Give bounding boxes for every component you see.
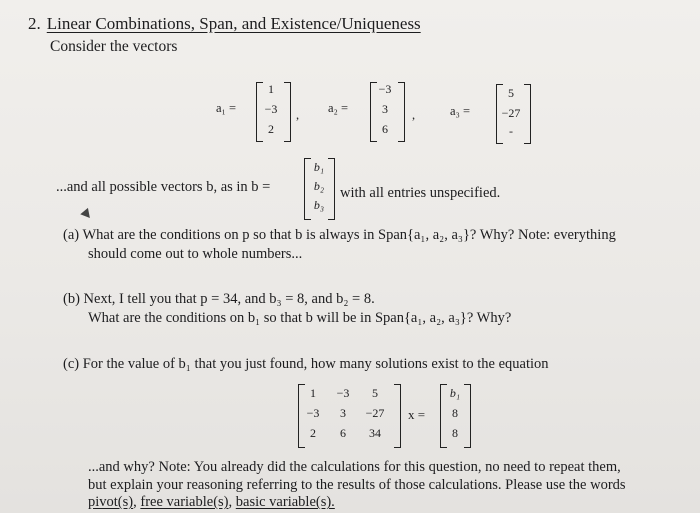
vector-a3-label: a₃ = — [450, 104, 471, 118]
matrix-cell: 1 — [310, 386, 316, 400]
bracket-right — [284, 82, 291, 142]
bracket-right — [524, 84, 531, 144]
part-b-line-2: What are the conditions on b₁ so that b will be in Span{a₁, a₂, a₃}? Why? — [88, 310, 512, 326]
matrix-cell: −27 — [365, 406, 385, 420]
part-a-line-2: should come out to whole numbers... — [88, 246, 303, 262]
matrix-cell: 6 — [340, 426, 346, 440]
problem-number: 2. — [28, 14, 41, 33]
vector-a2-entry: 6 — [382, 122, 388, 136]
vector-a3-entry: 5 — [508, 86, 514, 100]
vector-a1-entry: −3 — [264, 102, 278, 116]
vector-a1-comma: , — [296, 108, 300, 122]
keyword-separator: , — [133, 494, 141, 510]
part-c-line-4 — [88, 493, 335, 512]
keyword-free-variables: free variable(s) — [140, 494, 229, 510]
vector-a2-comma: , — [412, 108, 416, 122]
part-b-line-1: (b) Next, I tell you that p = 34, and b₃ = 8, and b₂ = 8. — [63, 291, 375, 307]
vector-b-entry: b₃ — [313, 198, 325, 212]
matrix-cell: 5 — [372, 386, 378, 400]
bracket-right — [464, 384, 471, 448]
keyword-separator: , — [228, 494, 236, 510]
vector-a2-entry: 3 — [382, 102, 388, 116]
vector-a3-entry: - — [509, 124, 513, 138]
problem-title-text: Linear Combinations, Span, and Existence/Uniqueness — [46, 14, 421, 33]
b-vector-prefix: ...and all possible vectors b, as in b = — [56, 179, 271, 195]
vector-b-entry: b₁ — [313, 160, 325, 174]
problem-intro: Consider the vectors — [50, 38, 178, 55]
keyword-basic-variables: basic variable(s). — [235, 494, 335, 510]
vector-a3-entry: −27 — [501, 106, 521, 120]
matrix-cell: 2 — [310, 426, 316, 440]
part-c-line-1: (c) For the value of b₁ that you just found, how many solutions exist to the equation — [63, 356, 549, 372]
part-a-line-1: (a) What are the conditions on p so that b is always in Span{a₁, a₂, a₃}? Why? Note: everything — [63, 227, 616, 243]
matrix-cell: 34 — [369, 426, 381, 440]
bracket-right — [398, 82, 405, 142]
rhs-entry: 8 — [452, 426, 458, 440]
x-equals: x = — [408, 407, 426, 422]
mouse-cursor-icon — [80, 208, 93, 221]
part-c-line-2: ...and why? Note: You already did the calculations for this question, no need to repeat them, — [88, 459, 621, 475]
matrix-cell: −3 — [306, 406, 320, 420]
vector-a2-label: a₂ = — [328, 101, 349, 115]
vector-a1-label: a₁ = — [216, 101, 237, 115]
vector-a1-entry: 1 — [268, 82, 274, 96]
vector-b-entry: b₂ — [313, 179, 325, 193]
bracket-right — [328, 158, 335, 220]
vector-a1-entry: 2 — [268, 122, 274, 136]
problem-title — [28, 14, 421, 34]
keyword-pivots: pivot(s) — [88, 494, 134, 510]
rhs-entry: b₁ — [449, 386, 461, 400]
matrix-cell: −3 — [336, 386, 350, 400]
matrix-cell: 3 — [340, 406, 346, 420]
vector-a2-entry: −3 — [378, 82, 392, 96]
rhs-entry: 8 — [452, 406, 458, 420]
b-vector-suffix: with all entries unspecified. — [340, 185, 501, 201]
bracket-right — [394, 384, 401, 448]
part-c-line-3: but explain your reasoning referring to the results of those calculations. Please use the words — [88, 477, 626, 493]
